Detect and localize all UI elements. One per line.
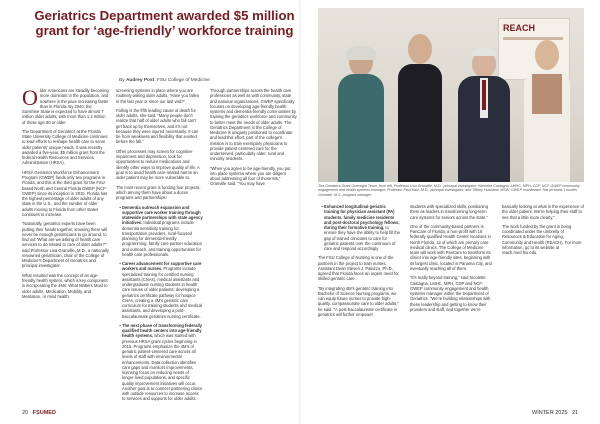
bullet-list	[116, 205, 203, 402]
issue-date: WINTER 2025	[532, 410, 568, 416]
column-1	[22, 88, 109, 408]
paragraph: The work funded by the grant is being coordinated under the umbrella of Resources & Education for Aging, Community and Health (REACH). For more information, go to its website at reach.med.fsu.edu.	[502, 223, 582, 256]
page-number-right: 21	[572, 410, 579, 416]
byline-author: Audrey Post	[125, 78, 155, 83]
paragraph: Falling is the fifth leading cause of death for older adults, she said. “Many people don’t realize that half of older adults who fall can’t get back up by themselves, and it’s not because they were injured necessarily. It can be from weakness and flexibility that existed before the fall.”	[116, 107, 199, 145]
byline: By Audrey Post, FSU College of Medicine	[119, 78, 210, 83]
column-3-text	[210, 88, 297, 408]
paragraph: What resulted was the concept of an age-friendly health system, which a key component is incorporating the 4Ms: What Matters Most to older adults, Medication, Mobility, and Mentation, or mind health.	[22, 272, 108, 299]
paragraph: The FSU College of Nursing is one of the partners in the project to train nurses. Assistant Dean Steven J. Palazzo, Ph.D., agreed that Florida faces an urgent need for skilled geriatric care.	[318, 255, 399, 282]
column-4-text	[318, 204, 400, 408]
paragraph: The Department of Geriatrics at the Florida State University College of Medicine continues to lead efforts to reshape health care to serve older patients’ unique needs. It was recently awarded a five-year, $5 million grant from the federal Health Resources and Services Administration (HRSA).	[22, 128, 108, 166]
column-2-text	[116, 88, 203, 408]
page-number-left: 20	[22, 410, 29, 416]
left-footer	[22, 410, 56, 416]
paragraph: HRSA Geriatrics Workforce Enhancement Program (GWEP) funds only two programs in Florida, and this is the third grant for the FSU-based North and Central Florida GWEP (NCF-GWEP) since its inception in 2015. Florida has the highest percentage of older adults of any state in the U.S., and the number of older adults moving to Florida from other states continues to increase.	[22, 169, 108, 217]
paragraph: Through partnerships across the health care professions as well as with community, state and national organizations, GWEP specifically focuses on developing age-friendly health systems and dementia-friendly communities by training the geriatrics workforce and community to better meet the needs of older adults. The Geriatrics Department in the College of Medicine is uniquely positioned to coordinate and lead this effort, part of the college’s mission is to train exemplary physicians to provide patient-centered care for the underserved, particularly older, rural and minority residents.	[210, 88, 297, 162]
column-6-text	[502, 204, 584, 408]
paragraph: “When you agree to be age-friendly, you put into place systems where you are diligent about addressing all four of those Ms,” Granville said. “You may have	[210, 165, 291, 187]
list-item: • Career advancement for supportive care workers and nurses. Programs include specialized training for certified nursing assistants (CNAs), medical assistants and undergraduate nursing students in health care issues of older patients; developing a geriatrics certificate pathway for hospice CNAs, creating a 4M’s geriatric care curriculum for training students and medical assistants, and developing a post-baccalaureate geriatrics nursing certificate.	[122, 261, 203, 319]
column-5-text	[410, 204, 492, 408]
bullet-list	[318, 204, 400, 251]
page-gutter	[299, 0, 301, 424]
list-item: • Dementia outreach expansion and supportive care worker training through statewide partnerships with state agency initiatives. Individual programs include dementia sensitivity training for transportation providers, rural-focused planning for dementia-friendly programming, family care partner education and outreach, and training opportunities for health care professionals.	[122, 205, 203, 258]
publication-name: FSUMED	[32, 410, 56, 416]
paragraph: Older Americans are steadily becoming more dominant in the population, and nowhere is the pace increasing faster than in Florida. By 2040, the Sunshine State is expected to have almost 7 million older adults, with more than 1.2 million of those age 80 or older.	[22, 88, 109, 125]
drop-cap: O	[22, 88, 38, 110]
right-footer	[532, 410, 578, 416]
person-4	[522, 40, 572, 182]
paragraph: The most recent grant is funding four projects, which among them have about a dozen programs and partnerships:	[116, 184, 201, 201]
photo-caption: The Geriatrics Grant Oversight Team, from left, Professor Lisa Granville, M.D., principal investigator; Nicolette Castagna, LMHC, MPH, CDP, NCF-GWEP community engagement and health systems manager; Professor Paul Katz, M.D., principal investigator; and Tiffany Husband, MSW, GWEP coordinator. Not pictured: Lourdes Goodwin, M.S. program manager.	[318, 184, 580, 197]
team-photo	[318, 8, 584, 182]
person-2	[396, 34, 444, 182]
paragraph: screening systems in place where you are routinely asking older adults, ‘Have you fallen in the last year or since our last visit?’	[116, 88, 200, 104]
paragraph: students with specialized skills, positioning them as leaders in transforming long-term care systems for seniors across the state.”	[410, 204, 489, 220]
list-item: • The next phase of transforming federally qualified health centers into age-friendly health systems, which was started with previous HRSA grant cycles beginning in 2015. Programs emphasize the 4M’s of geriatric patient-centered care across all levels of staff with environmental enhancements. Data collection identifies care gaps and monitors improvements, licensing focus on reducing needs of longer-lived populations, and specific quality improvement initiatives will occur. Another goal is to connect partnering clinics with outside resources to increase access to services and supports for older adults.	[122, 323, 203, 402]
person-1	[336, 48, 386, 182]
paragraph: Other processes may screen for cognitive impairment and depression, look for opportunities to reduce medications and identify other ways to improve quality of life. A goal is to avoid health care-related harms an older patient may be more vulnerable to.	[116, 148, 200, 181]
paragraph: “By integrating 4M’s geriatric training into Bachelor of Science Nursing programs, we can equip future nurses to provide high-quality, compassionate care to older adults,” he said. “A post-baccalaureate certificate in geriatrics will further empower	[318, 285, 399, 317]
person-3	[456, 50, 512, 182]
reach-sign: REACH	[498, 18, 570, 80]
paragraph: “Nationally, geriatrics experts have been putting their heads together, knowing there will never be enough geriatricians to go around, to find out ‘What are we asking of health care services to do related to care of older adults?’” said Professor Lisa Granville, M.D., a nationally renowned geriatrician, chair of the College of Medicine’s Department of Geriatrics and principal investigator.	[22, 221, 109, 269]
paragraph: “It’s really beyond training,” said Nicolette Castagna, LMHC, MPH, CDP and NCF-GWEP community engagement and health systems manager within the Department of Geriatrics. “We’re building relationships with these leadership and getting to know their providers and staff, and together we’re	[410, 275, 491, 312]
paragraph: One of the community-based partners is PanCare of Florida, a non-profit with 16 federally qualified Health Center locations in North Florida, 12 of which are primary care medical clinics. The College of Medicine team will work with PanCare to transform its clinics into age-friendly sites, beginning with its largest clinic, located in Panama City, and eventually reaching all of them.	[410, 223, 492, 271]
paragraph: basically looking at what in the experience of the older patient. We’re helping their staff to see that a little more clearly.”	[502, 204, 584, 220]
list-item: • Enhanced longitudinal geriatric training for physician assistant (PA) students, family medicine residents and post-doctoral psychology fellows, during their formative training, to ensure they have the ability to help fill the gap of trained clinicians to care for geriatric patients over the continuum of care and respond accordingly.	[324, 204, 400, 251]
article-title: Geriatrics Department awarded $5 million grant for ‘age-friendly’ workforce training	[34, 8, 295, 38]
